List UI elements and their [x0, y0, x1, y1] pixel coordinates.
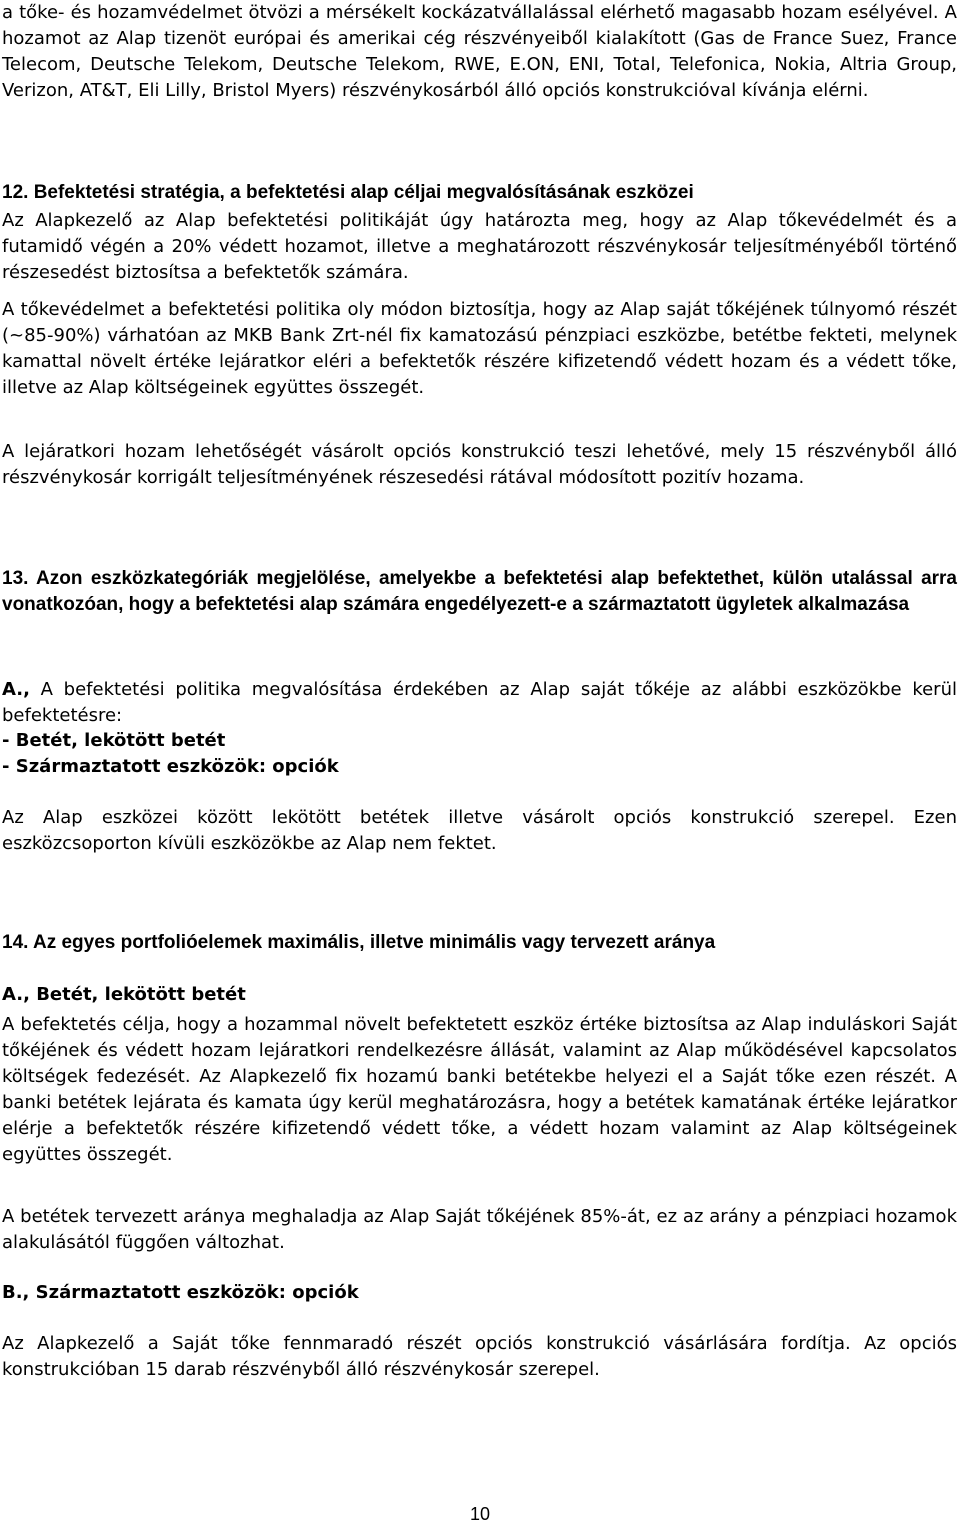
section-13-paragraph-2: Az Alap eszközei között lekötött betétek illetve vásárolt opciós konstrukció szerepel. Ezen eszközcsoporton kívüli eszközökbe az Alap nem fektet.: [2, 807, 957, 854]
section-14-subheading-b: B., Származtatott eszközök: opciók: [2, 1282, 359, 1303]
section-12-paragraph-3: A lejáratkori hozam lehetőségét vásárolt opciós konstrukció teszi lehetővé, mely 15 részvényből álló részvénykosár korrigált teljesítményének részesedési rátával módosított pozitív hozama.: [2, 441, 957, 488]
page-number: 10: [469, 1504, 491, 1524]
section-12-paragraph-2: A tőkevédelmet a befektetési politika oly módon biztosítja, hogy az Alap saját tőkéjének túlnyomó részét (~85-90%) várhatóan az MKB Bank Zrt-nél fix kamatozású pénzpiaci eszközbe, betétbe fekteti, melynek kamattal növelt értéke lejáratkor eléri a befektetők részére kifizetendő védett hozam és a védett tőke, illetve az Alap költségeinek együttes összegét.: [2, 299, 957, 398]
section-13-paragraph-1-text: A befektetési politika megvalósítása érdekében az Alap saját tőkéje az alábbi eszközökbe kerül befektetésre:: [2, 679, 957, 726]
section-14-paragraph-a2: A betétek tervezett aránya meghaladja az Alap Saját tőkéjének 85%-át, ez az arány a pénzpiaci hozamok alakulásától függően változhat.: [2, 1206, 957, 1253]
section-14-paragraph-a1: A befektetés célja, hogy a hozammal növelt befektetett eszköz értéke biztosítsa az Alap induláskori Saját tőkéjének és védett hozam lejáratkori rendelkezésre állását, valamint az Alap működésével kapcsolatos költségek fedezését. Az Alapkezelő fix hozamú banki betétekbe helyezi el a Saját tőke ezen részét. A banki betétek lejárata és kamata úgy kerül meghatározásra, hogy a betétek kamatának értéke lejáratkor elérje a befektetők részére kifizetendő védett tőke, a védett hozam valamint az Alap költségeinek együttes összegét.: [2, 1014, 957, 1165]
section-13-paragraph-1-lead: A.,: [2, 679, 30, 700]
section-14-paragraph-b1: Az Alapkezelő a Saját tőke fennmaradó részét opciós konstrukció vásárlására fordítja. Az opciós konstrukcióban 15 darab részvényből álló részvénykosár szerepel.: [2, 1333, 957, 1380]
section-13-list-item-deposit: - Betét, lekötött betét: [2, 730, 226, 751]
section-12-heading: 12. Befektetési stratégia, a befektetési alap céljai megvalósításának eszközei: [2, 182, 694, 203]
intro-paragraph: a tőke- és hozamvédelmet ötvözi a mérsékelt kockázatvállalással elérhető magasabb hozam esélyével. A hozamot az Alap tizenöt európai és amerikai cég részvényeiből kialakított (Gas de France Suez, France Telecom, Deutsche Telekom, Deutsche Telekom, RWE, E.ON, ENI, Total, Telefonica, Nokia, Altria Group, Verizon, AT&T, Eli Lilly, Bristol Myers) részvénykosárból álló opciós konstrukcióval kívánja elérni.: [2, 2, 957, 101]
section-12-paragraph-1: Az Alapkezelő az Alap befektetési politikáját úgy határozta meg, hogy az Alap tőkevédelmét és a futamidő végén a 20% védett hozamot, illetve a meghatározott részvénykosár teljesítményéből történő részesedést biztosítsa a befektetők számára.: [2, 210, 957, 283]
section-14-subheading-a: A., Betét, lekötött betét: [2, 984, 246, 1005]
section-13-paragraph-1: [2, 677, 957, 729]
section-14-heading: 14. Az egyes portfolióelemek maximális, illetve minimális vagy tervezett aránya: [2, 932, 716, 953]
section-13-list-item-derivatives: - Származtatott eszközök: opciók: [2, 756, 339, 777]
section-13-heading: 13. Azon eszközkategóriák megjelölése, amelyekbe a befektetési alap befektethet, külön utalással arra vonatkozóan, hogy a befektetési alap számára engedélyezett-e a származtatott ügyletek alkalmazása: [2, 568, 957, 615]
